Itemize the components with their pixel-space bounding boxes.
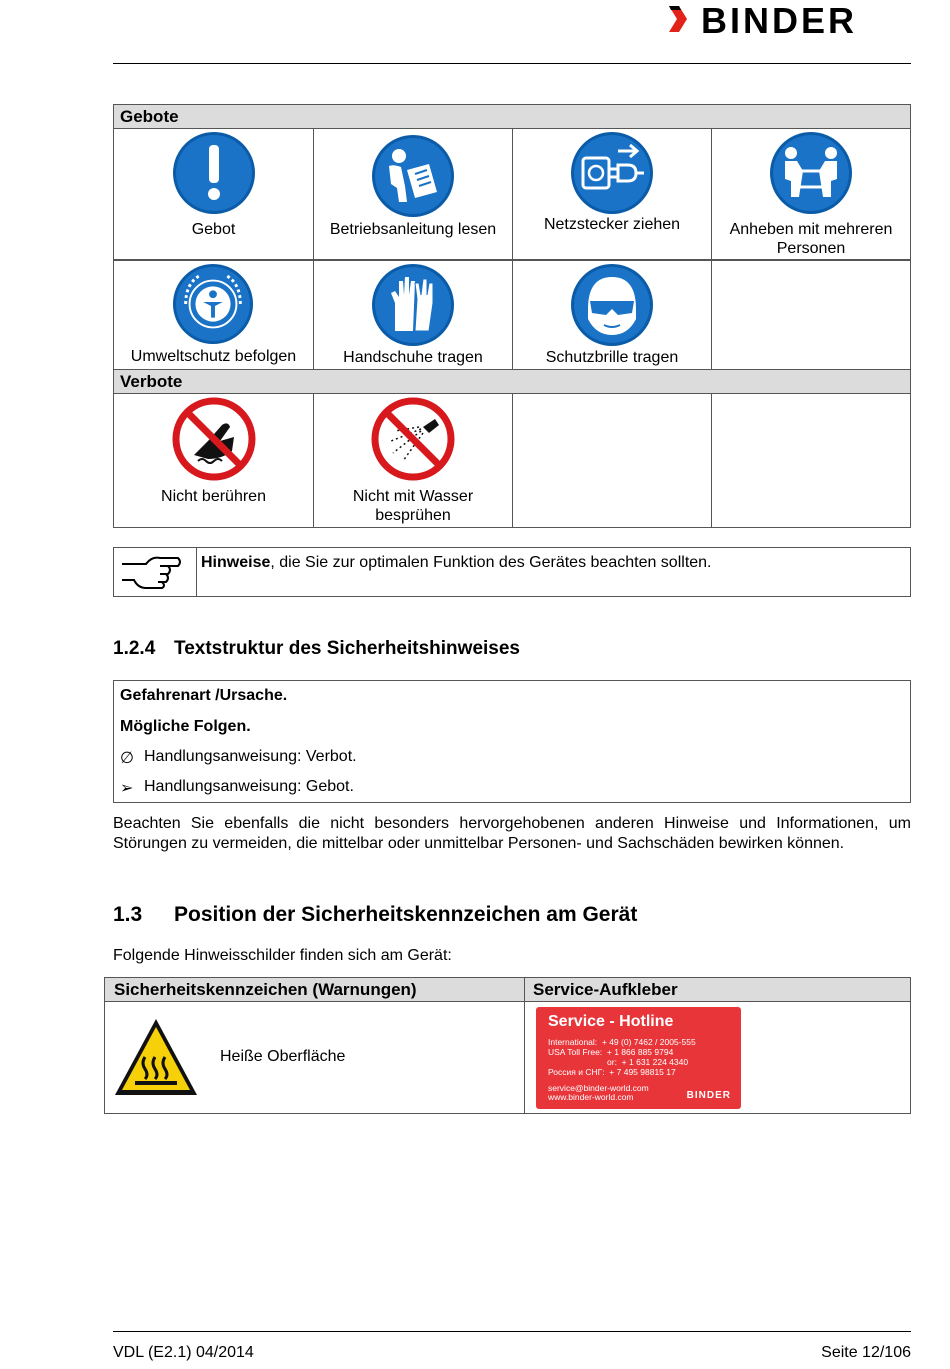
service-logo: BINDER — [686, 1090, 731, 1101]
hint-bold: Hinweise — [201, 554, 271, 571]
prohibition-bullet-icon: ∅ — [120, 750, 134, 767]
hint-rest: , die Sie zur optimalen Funktion des Gerätes beachten sollten. — [270, 554, 712, 571]
section-124-paragraph: Beachten Sie ebenfalls die nicht besonders hervorgehobenen anderen Hinweise und Informationen, um Störungen zu vermeiden, die mittelbar oder unmittelbar Personen- und Sachschäden bewirken können. — [113, 815, 911, 852]
footer-page-number: Seite 12/106 — [821, 1344, 911, 1361]
header-rule — [113, 63, 911, 64]
binder-logo — [667, 0, 912, 41]
footer-doc-id: VDL (E2.1) 04/2014 — [113, 1344, 254, 1361]
gloves-icon — [371, 263, 455, 347]
section-124-title: Textstruktur des Sicherheitshinweises — [174, 638, 520, 659]
goggles-icon — [570, 263, 654, 347]
sign-label-environment: Umweltschutz befolgen — [130, 348, 297, 365]
section-13-title: Position der Sicherheitskennzeichen am Gerät — [174, 903, 638, 926]
verbote-heading: Verbote — [114, 370, 910, 393]
no-water-spray-icon — [371, 397, 455, 481]
hint-text — [201, 554, 712, 572]
hot-surface-label: Heiße Oberfläche — [220, 1048, 346, 1065]
section-124-number: 1.2.4 — [113, 638, 156, 659]
sign-label-goggles: Schutzbrille tragen — [545, 349, 679, 366]
col-warnings-header: Sicherheitskennzeichen (Warnungen) — [114, 980, 417, 999]
mandatory-bullet-icon: ➢ — [120, 780, 134, 797]
two-person-lift-icon — [769, 131, 853, 215]
sign-label-gloves: Handschuhe tragen — [343, 349, 483, 366]
prohibition-instruction: Handlungsanweisung: Verbot. — [144, 748, 357, 765]
brand-name: BINDER — [701, 0, 858, 41]
service-sticker — [536, 1007, 741, 1109]
service-international: International: + 49 (0) 7462 / 2005-555 — [548, 1037, 696, 1047]
service-russia: Россия и СНГ: + 7 495 98815 17 — [548, 1067, 676, 1077]
pointing-hand-icon — [120, 550, 182, 592]
footer-rule — [113, 1331, 911, 1332]
service-title: Service - Hotline — [548, 1013, 674, 1030]
service-web: www.binder-world.com — [548, 1092, 634, 1102]
unplug-icon — [570, 131, 654, 215]
binder-logo-icon — [667, 2, 697, 36]
sign-label-no-touch: Nicht berühren — [161, 488, 266, 505]
gebote-heading: Gebote — [114, 105, 910, 128]
possible-consequences: Mögliche Folgen. — [120, 718, 251, 735]
service-email: service@binder-world.com — [548, 1083, 649, 1093]
sign-label-lift: Anheben mit mehreren Personen — [729, 221, 893, 257]
mandatory-instruction: Handlungsanweisung: Gebot. — [144, 778, 354, 795]
hazard-type: Gefahrenart /Ursache. — [120, 687, 288, 704]
section-13-intro: Folgende Hinweisschilder finden sich am Gerät: — [113, 947, 452, 964]
read-manual-icon — [371, 134, 455, 218]
service-usa-alt: or: + 1 631 224 4340 — [548, 1057, 689, 1067]
sign-label-gebot: Gebot — [191, 221, 236, 238]
exclamation-icon — [172, 131, 256, 215]
hot-surface-icon — [113, 1017, 199, 1097]
col-service-header: Service-Aufkleber — [533, 980, 678, 999]
sign-label-unplug: Netzstecker ziehen — [543, 216, 681, 233]
service-usa: USA Toll Free: + 1 866 885 9794 — [548, 1047, 674, 1057]
sign-label-manual: Betriebsanleitung lesen — [329, 221, 497, 238]
no-touch-icon — [172, 397, 256, 481]
sign-label-no-water: Nicht mit Wasser besprühen — [352, 488, 474, 524]
environment-icon — [172, 263, 254, 345]
section-13-number: 1.3 — [113, 903, 143, 926]
